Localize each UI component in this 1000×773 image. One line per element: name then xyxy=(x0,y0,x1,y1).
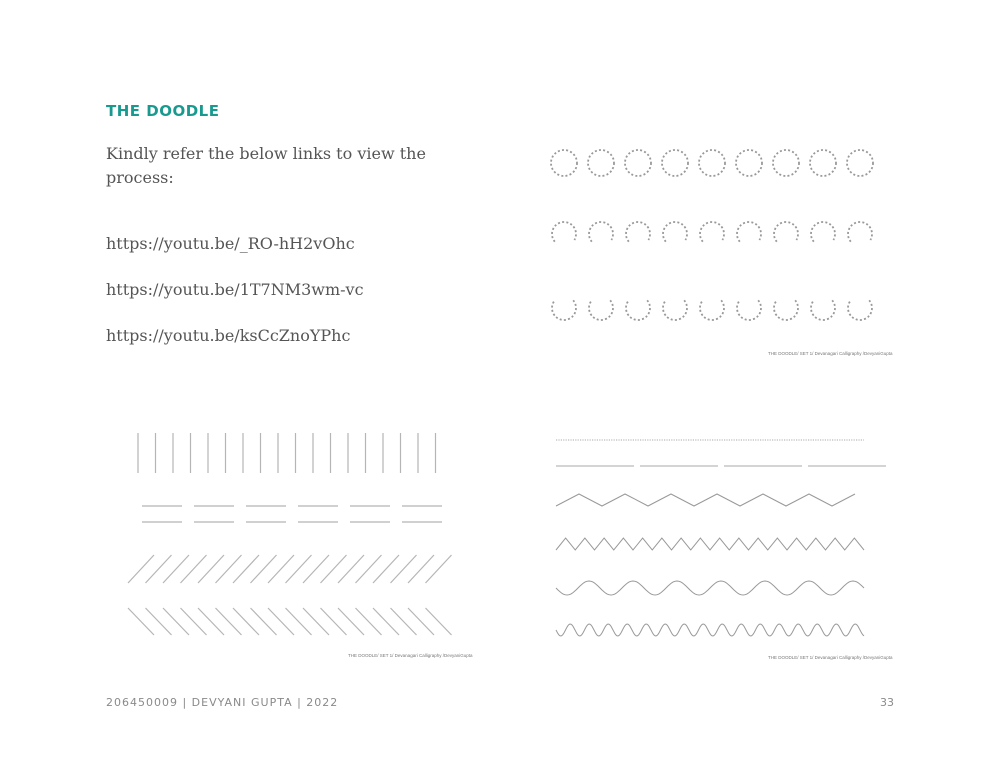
dotted-arc xyxy=(737,222,761,242)
forward-slash-row xyxy=(128,555,452,583)
intro-text: Kindly refer the below links to view the process: xyxy=(106,144,426,187)
waves-caption: THE DOODLE/ SET 1/ Devanagari Calligraphy /DevyaniGupta xyxy=(768,655,893,660)
narrow-zigzag-line xyxy=(556,538,864,550)
dotted-arc xyxy=(663,222,687,242)
dotted-circle xyxy=(551,150,577,176)
wide-zigzag-line xyxy=(556,494,855,506)
dotted-arc xyxy=(848,300,872,320)
dotted-left-arcs-row xyxy=(552,222,872,242)
dotted-arc xyxy=(589,222,613,242)
horizontal-dashes-row xyxy=(142,506,442,522)
dotted-circles-row xyxy=(551,150,873,176)
dotted-arc xyxy=(626,222,650,242)
circle-doodle-panel xyxy=(540,140,890,340)
dotted-arc xyxy=(774,222,798,242)
vertical-lines-row xyxy=(138,433,436,473)
dotted-circle xyxy=(810,150,836,176)
dotted-arc xyxy=(663,300,687,320)
dotted-arc xyxy=(589,300,613,320)
narrow-wave-line xyxy=(556,624,864,636)
dotted-arc xyxy=(774,300,798,320)
video-link-1[interactable]: https://youtu.be/_RO-hH2vOhc xyxy=(106,234,355,253)
back-slash-row xyxy=(128,608,452,635)
dotted-arc xyxy=(700,300,724,320)
dotted-right-arcs-row xyxy=(552,300,872,320)
dotted-circle xyxy=(736,150,762,176)
footer-credit: 206450009 | DEVYANI GUPTA | 2022 xyxy=(106,696,339,709)
video-link-3[interactable]: https://youtu.be/ksCcZnoYPhc xyxy=(106,326,351,345)
dotted-circle xyxy=(625,150,651,176)
wide-wave-line xyxy=(556,581,864,595)
section-title: THE DOODLE xyxy=(106,102,220,120)
dotted-arc xyxy=(811,222,835,242)
lines-caption: THE DOODLE/ SET 1/ Devanagari Calligraphy /DevyaniGupta xyxy=(348,653,473,658)
dotted-arc xyxy=(848,222,872,242)
dotted-circle xyxy=(847,150,873,176)
line-doodle-panel xyxy=(120,425,470,645)
page-number: 33 xyxy=(880,696,894,709)
dotted-arc xyxy=(811,300,835,320)
dotted-arc xyxy=(552,222,576,242)
dotted-arc xyxy=(700,222,724,242)
video-link-2[interactable]: https://youtu.be/1T7NM3wm-vc xyxy=(106,280,364,299)
dotted-circle xyxy=(699,150,725,176)
dotted-arc xyxy=(552,300,576,320)
dotted-circle xyxy=(588,150,614,176)
dotted-arc xyxy=(626,300,650,320)
dotted-circle xyxy=(773,150,799,176)
dotted-arc xyxy=(737,300,761,320)
circles-caption: THE DOODLE/ SET 1/ Devanagari Calligraphy /DevyaniGupta xyxy=(768,351,893,356)
wave-doodle-panel xyxy=(550,430,880,650)
dotted-circle xyxy=(662,150,688,176)
